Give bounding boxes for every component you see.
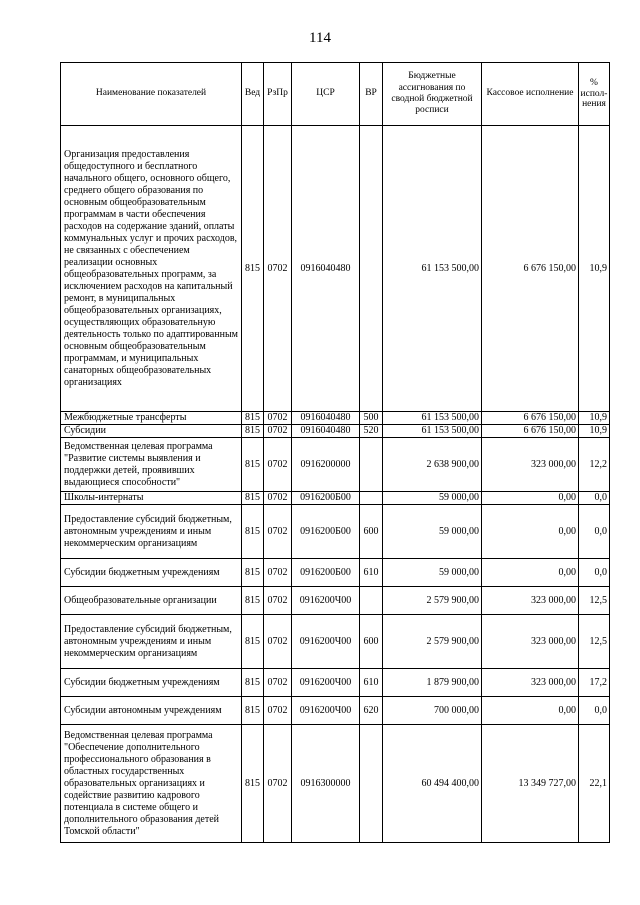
page-number: 114	[309, 30, 331, 46]
table-row	[61, 669, 610, 697]
row-ved: 815	[242, 505, 264, 559]
row-percent: 12,5	[579, 587, 610, 615]
row-rzpr: 0702	[264, 615, 292, 669]
row-rzpr: 0702	[264, 412, 292, 425]
row-name: Межбюджетные трансферты	[61, 412, 242, 425]
row-budget: 59 000,00	[383, 505, 482, 559]
header-vr: ВР	[360, 63, 383, 126]
row-cash: 6 676 150,00	[482, 412, 579, 425]
row-csr: 0916200Ч00	[292, 669, 360, 697]
row-ved: 815	[242, 615, 264, 669]
row-percent: 0,0	[579, 505, 610, 559]
row-csr: 0916040480	[292, 412, 360, 425]
row-cash: 0,00	[482, 492, 579, 505]
row-name: Школы-интернаты	[61, 492, 242, 505]
table-row	[61, 559, 610, 587]
row-rzpr: 0702	[264, 669, 292, 697]
row-budget: 700 000,00	[383, 697, 482, 725]
row-name: Предоставление субсидий бюджетным, автономным учреждениям и иным некоммерческим организациям	[61, 615, 242, 669]
table-row	[61, 587, 610, 615]
row-percent: 0,0	[579, 492, 610, 505]
row-ved: 815	[242, 492, 264, 505]
row-csr: 0916040480	[292, 425, 360, 438]
row-cash: 0,00	[482, 559, 579, 587]
row-ved: 815	[242, 587, 264, 615]
header-percent: % испол- нения	[579, 63, 610, 126]
row-cash: 323 000,00	[482, 615, 579, 669]
row-rzpr: 0702	[264, 725, 292, 843]
row-budget: 61 153 500,00	[383, 412, 482, 425]
row-ved: 815	[242, 438, 264, 492]
row-cash: 323 000,00	[482, 438, 579, 492]
row-vr	[360, 492, 383, 505]
table-row	[61, 425, 610, 438]
row-csr: 0916200Ч00	[292, 615, 360, 669]
table-row	[61, 697, 610, 725]
header-csr: ЦСР	[292, 63, 360, 126]
row-cash: 6 676 150,00	[482, 425, 579, 438]
row-cash: 0,00	[482, 697, 579, 725]
row-csr: 0916200Ч00	[292, 587, 360, 615]
row-rzpr: 0702	[264, 492, 292, 505]
budget-table	[60, 62, 610, 843]
row-budget: 2 579 900,00	[383, 587, 482, 615]
table-row	[61, 126, 610, 412]
row-name: Субсидии автономным учреждениям	[61, 697, 242, 725]
row-name: Ведомственная целевая программа "Развитие системы выявления и поддержки детей, проявивших выдающиеся способности"	[61, 438, 242, 492]
row-rzpr: 0702	[264, 559, 292, 587]
header-cash: Кассовое исполнение	[482, 63, 579, 126]
row-ved: 815	[242, 425, 264, 438]
table-row	[61, 438, 610, 492]
row-name: Предоставление субсидий бюджетным, автономным учреждениям и иным некоммерческим организациям	[61, 505, 242, 559]
row-budget: 61 153 500,00	[383, 126, 482, 412]
row-cash: 323 000,00	[482, 587, 579, 615]
row-rzpr: 0702	[264, 438, 292, 492]
row-rzpr: 0702	[264, 697, 292, 725]
row-rzpr: 0702	[264, 587, 292, 615]
row-csr: 0916300000	[292, 725, 360, 843]
row-vr: 600	[360, 615, 383, 669]
row-budget: 2 579 900,00	[383, 615, 482, 669]
table-row	[61, 412, 610, 425]
header-rzpr: РзПр	[264, 63, 292, 126]
row-vr: 500	[360, 412, 383, 425]
row-percent: 0,0	[579, 559, 610, 587]
row-cash: 6 676 150,00	[482, 126, 579, 412]
table-row	[61, 492, 610, 505]
row-csr: 0916200Б00	[292, 505, 360, 559]
row-percent: 22,1	[579, 725, 610, 843]
row-percent: 0,0	[579, 697, 610, 725]
row-vr	[360, 438, 383, 492]
row-csr: 0916200Б00	[292, 559, 360, 587]
row-name: Организация предоставления общедоступного и бесплатного начального общего, основного общего, среднего общего образования по основным общеобразовательным программам в части обеспечения расходов на содержание зданий, оплаты коммунальных услуг и прочих расходов, не связанных с обеспечением реализации основных общеобразовательных программ, за исключением расходов на капитальный ремонт, в муниципальных общеобразовательных организациях, осуществляющих образовательную деятельность только по адаптированным основным общеобразовательным программам, и муниципальных санаторных общеобразовательных организациях	[61, 126, 242, 412]
row-rzpr: 0702	[264, 126, 292, 412]
table-row	[61, 505, 610, 559]
row-vr: 610	[360, 559, 383, 587]
table-row	[61, 615, 610, 669]
row-budget: 60 494 400,00	[383, 725, 482, 843]
row-vr: 520	[360, 425, 383, 438]
row-cash: 0,00	[482, 505, 579, 559]
row-vr	[360, 126, 383, 412]
row-name: Ведомственная целевая программа "Обеспечение дополнительного профессионального образования в областных государственных образовательных организациях и содействие развитию кадрового потенциала в системе общего и дополнительного образования детей Томской области"	[61, 725, 242, 843]
row-percent: 10,9	[579, 412, 610, 425]
row-budget: 59 000,00	[383, 492, 482, 505]
row-csr: 0916200Б00	[292, 492, 360, 505]
row-csr: 0916040480	[292, 126, 360, 412]
row-rzpr: 0702	[264, 425, 292, 438]
row-name: Субсидии бюджетным учреждениям	[61, 669, 242, 697]
row-name: Общеобразовательные организации	[61, 587, 242, 615]
row-percent: 10,9	[579, 425, 610, 438]
header-name: Наименование показателей	[61, 63, 242, 126]
row-name: Субсидии бюджетным учреждениям	[61, 559, 242, 587]
header-budget: Бюджетные ассигнования по сводной бюджетной росписи	[383, 63, 482, 126]
row-cash: 13 349 727,00	[482, 725, 579, 843]
row-rzpr: 0702	[264, 505, 292, 559]
row-ved: 815	[242, 725, 264, 843]
row-vr: 620	[360, 697, 383, 725]
row-csr: 0916200000	[292, 438, 360, 492]
row-vr: 610	[360, 669, 383, 697]
row-vr: 600	[360, 505, 383, 559]
row-ved: 815	[242, 126, 264, 412]
header-ved: Вед	[242, 63, 264, 126]
row-csr: 0916200Ч00	[292, 697, 360, 725]
row-ved: 815	[242, 412, 264, 425]
table-row	[61, 725, 610, 843]
row-ved: 815	[242, 697, 264, 725]
row-budget: 1 879 900,00	[383, 669, 482, 697]
row-percent: 12,5	[579, 615, 610, 669]
row-name: Субсидии	[61, 425, 242, 438]
row-percent: 12,2	[579, 438, 610, 492]
row-percent: 17,2	[579, 669, 610, 697]
row-vr	[360, 725, 383, 843]
row-ved: 815	[242, 669, 264, 697]
header-row	[61, 63, 610, 126]
row-cash: 323 000,00	[482, 669, 579, 697]
row-budget: 59 000,00	[383, 559, 482, 587]
row-vr	[360, 587, 383, 615]
row-percent: 10,9	[579, 126, 610, 412]
row-ved: 815	[242, 559, 264, 587]
row-budget: 61 153 500,00	[383, 425, 482, 438]
row-budget: 2 638 900,00	[383, 438, 482, 492]
